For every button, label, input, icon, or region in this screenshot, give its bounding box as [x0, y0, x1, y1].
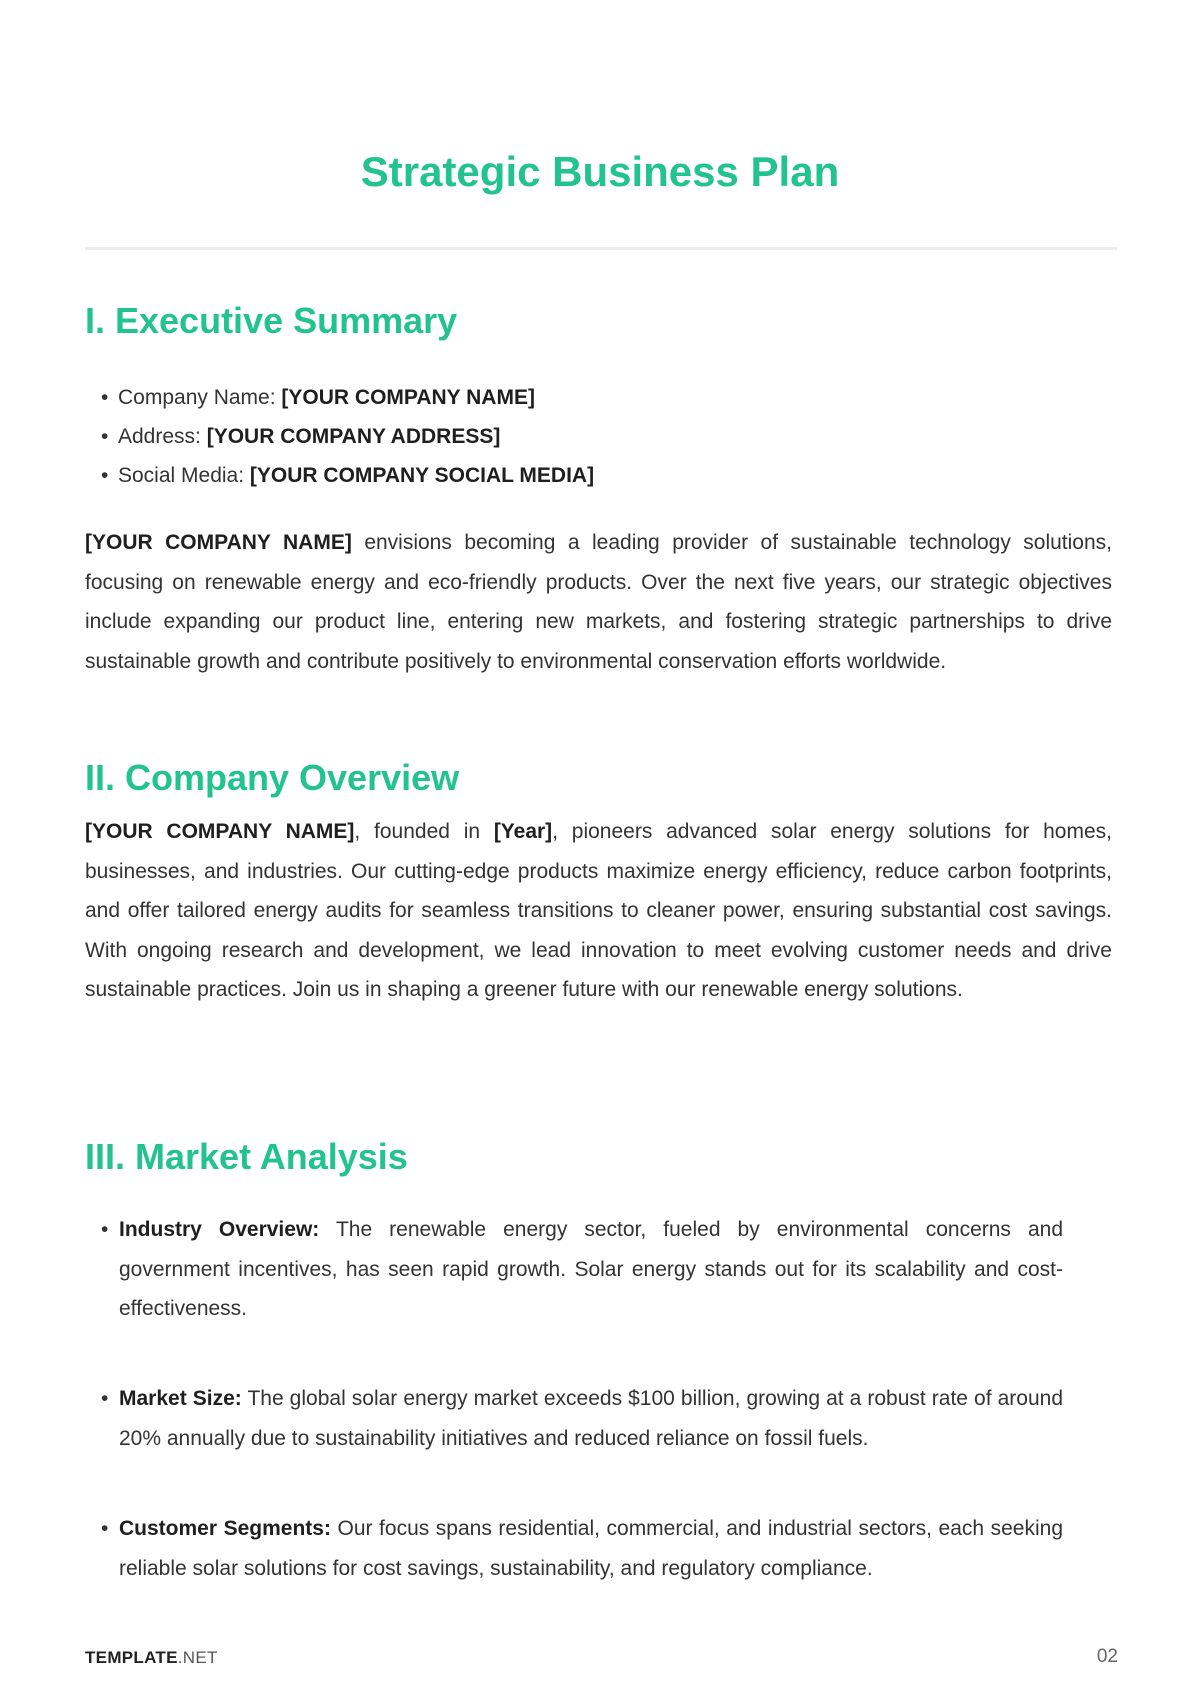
list-item: [101, 1210, 1063, 1329]
executive-summary-paragraph: [85, 523, 1112, 681]
list-item: [101, 456, 594, 495]
item-label: Customer Segments:: [119, 1517, 331, 1540]
market-analysis-list: [101, 1509, 1063, 1588]
item-label: Market Size:: [119, 1387, 242, 1410]
bullet-icon: •: [101, 464, 109, 487]
paragraph-text: , founded in: [354, 820, 494, 843]
company-name-placeholder: [YOUR COMPANY NAME]: [85, 531, 352, 554]
list-item: [101, 378, 594, 417]
info-value: [YOUR COMPANY ADDRESS]: [206, 425, 501, 448]
list-item: [101, 417, 594, 456]
heading-market-analysis: III. Market Analysis: [85, 1136, 408, 1177]
company-info-list: [101, 378, 594, 495]
year-placeholder: [Year]: [493, 820, 553, 843]
item-text: The renewable energy sector, fueled by environmental concerns and government incentives, has seen rapid growth. Solar energy stands out for its scalability and cost-effectiveness.: [119, 1218, 1064, 1320]
info-value: [YOUR COMPANY NAME]: [281, 386, 535, 409]
paragraph-text: , pioneers advanced solar energy solutions for homes, businesses, and industries. Our cutting-edge products maximize energy efficiency, reduce carbon footprints, and offer tailored energy audits for seamless transitions to cleaner power, ensuring substantial cost savings. With ongoing research and development, we lead innovation to meet evolving customer needs and drive sustainable practices. Join us in shaping a greener future with our renewable energy solutions.: [85, 820, 1112, 1001]
list-item: [101, 1379, 1063, 1458]
list-item: [101, 1509, 1063, 1588]
company-name-placeholder: [YOUR COMPANY NAME]: [85, 820, 355, 843]
logo-brand: TEMPLATE: [85, 1648, 178, 1667]
info-label: Address:: [118, 425, 207, 448]
item-text: The global solar energy market exceeds $100 billion, growing at a robust rate of around 20% annually due to sustainability initiatives and reduced reliance on fossil fuels.: [119, 1387, 1063, 1450]
item-text: Our focus spans residential, commercial, and industrial sectors, each seeking reliable solar solutions for cost savings, sustainability, and regulatory compliance.: [119, 1517, 1063, 1580]
paragraph-text: envisions becoming a leading provider of sustainable technology solutions, focusing on renewable energy and eco-friendly products. Over the next five years, our strategic objectives include expanding our product line, entering new markets, and fostering strategic partnerships to drive sustainable growth and contribute positively to environmental conservation efforts worldwide.: [85, 531, 1113, 673]
company-overview-paragraph: [85, 812, 1112, 1010]
bullet-icon: •: [101, 1387, 109, 1410]
info-label: Company Name:: [118, 386, 282, 409]
bullet-icon: •: [101, 386, 109, 409]
market-analysis-list: [101, 1379, 1063, 1458]
title-divider: [85, 247, 1117, 250]
page-title: Strategic Business Plan: [360, 148, 840, 195]
template-net-logo: [85, 1648, 218, 1668]
info-label: Social Media:: [118, 464, 250, 487]
heading-executive-summary: I. Executive Summary: [85, 300, 458, 341]
logo-tld: .NET: [177, 1648, 218, 1667]
heading-company-overview: II. Company Overview: [85, 757, 460, 798]
bullet-icon: •: [101, 1517, 109, 1540]
market-analysis-list: [101, 1210, 1063, 1329]
page-number: 02: [1096, 1646, 1118, 1667]
bullet-icon: •: [101, 1218, 109, 1241]
bullet-icon: •: [101, 425, 109, 448]
item-label: Industry Overview:: [119, 1218, 320, 1241]
info-value: [YOUR COMPANY SOCIAL MEDIA]: [249, 464, 595, 487]
